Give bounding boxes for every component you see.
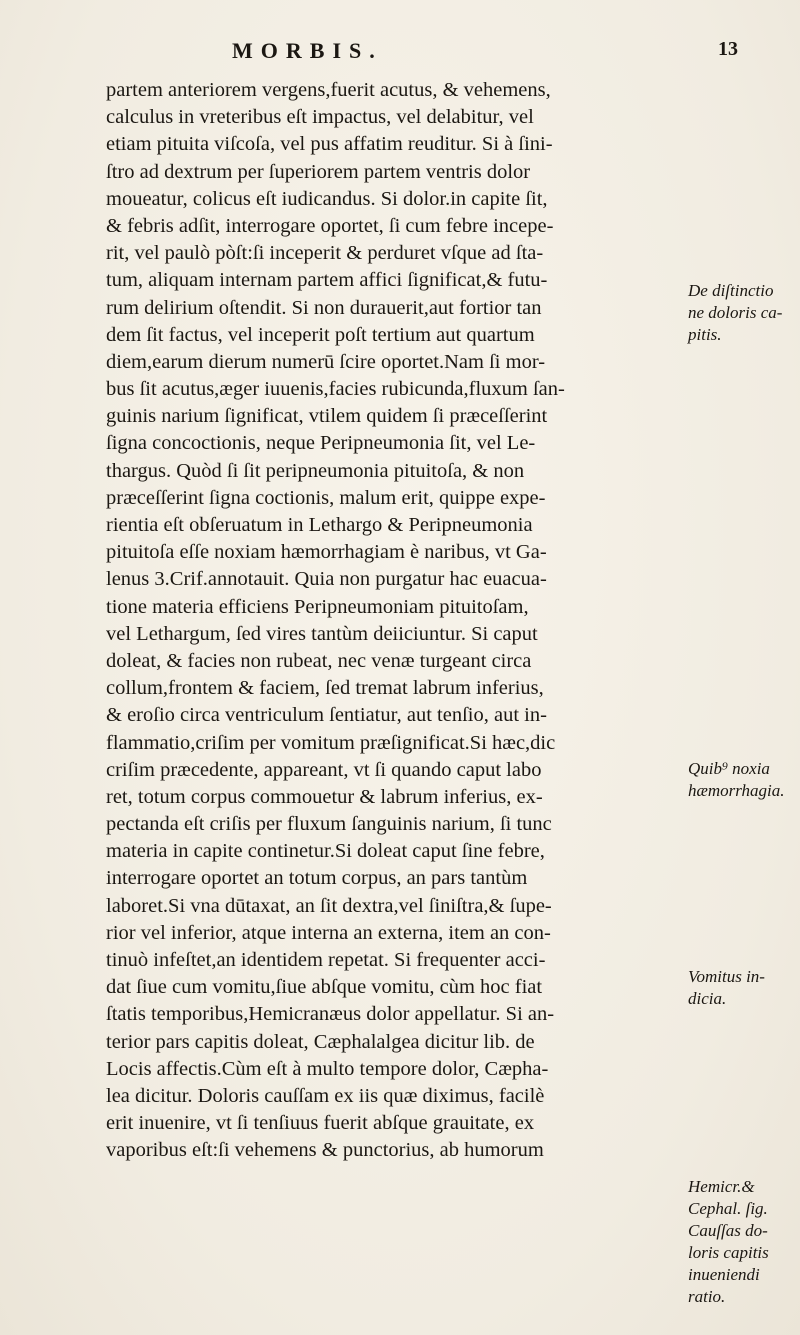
marginal-line: Vomitus in- [688, 967, 765, 986]
text-line: Locis affectis.Cùm eſt à multo tempore dolor, Cæpha- [106, 1057, 549, 1080]
text-line: tione materia efficiens Peripneumoniam pituitoſam, [106, 595, 529, 618]
text-line: & eroſio circa ventriculum ſentiatur, aut tenſio, aut in- [106, 704, 547, 727]
text-line: calculus in vreteribus eſt impactus, vel delabitur, vel [106, 106, 534, 129]
text-line: ſigna concoctionis, neque Peripneumonia ſit, vel Le- [106, 432, 536, 455]
text-line: erit inuenire, vt ſi tenſiuus fuerit abſque grauitate, ex [106, 1112, 535, 1135]
marginal-line: ratio. [688, 1287, 726, 1306]
marginal-line: De diſtinctio [688, 281, 774, 300]
marginal-note-hemicrania [688, 1176, 798, 1308]
text-line: dem ſit factus, vel inceperit poſt tertium aut quartum [106, 323, 535, 346]
text-line: lenus 3.Crif.annotauit. Quia non purgatur hac euacua- [106, 568, 547, 591]
text-line: rum delirium oſtendit. Si non durauerit,aut fortior tan [106, 296, 542, 319]
text-line: flammatio,criſim per vomitum præſignificat.Si hæc,dic [106, 731, 556, 754]
text-line: bus ſit acutus,æger iuuenis,facies rubicunda,fluxum ſan- [106, 378, 565, 401]
marginal-note-vomitus [688, 966, 798, 1010]
text-line: lea dicitur. Doloris cauſſam ex iis quæ diximus, facilè [106, 1084, 545, 1107]
page-number: 13 [718, 38, 738, 60]
text-line: tum, aliquam internam partem affici ſignificat,& futu- [106, 269, 548, 292]
marginal-line: Cauſſas do- [688, 1221, 768, 1240]
running-title: MORBIS. [232, 38, 383, 63]
text-line: rientia eſt obſeruatum in Lethargo & Peripneumonia [106, 514, 533, 536]
text-line: tinuò infeſtet,an identidem repetat. Si frequenter acci- [106, 949, 546, 971]
text-line: moueatur, colicus eſt iudicandus. Si dolor.in capite ſit, [106, 187, 548, 210]
marginal-note-distinctio [688, 280, 798, 346]
marginal-line: inueniendi [688, 1265, 760, 1284]
text-line: ſtatis temporibus,Hemicranæus dolor appellatur. Si an- [106, 1003, 555, 1026]
marginal-line: dicia. [688, 989, 727, 1008]
text-line: vel Lethargum, ſed vires tantùm deiiciuntur. Si caput [106, 622, 538, 645]
text-line: thargus. Quòd ſi ſit peripneumonia pituitoſa, & non [106, 459, 525, 482]
marginal-line: Hemicr.& [688, 1177, 755, 1196]
text-line: guinis narium ſignificat, vtilem quidem ſi præceſſerint [106, 405, 548, 428]
text-line: terior pars capitis doleat, Cæphalalgea dicitur lib. de [106, 1030, 535, 1053]
marginal-line: Quib⁹ noxia [688, 759, 770, 778]
text-line: vaporibus eſt:ſi vehemens & punctorius, ab humorum [106, 1139, 544, 1162]
marginal-line: Cephal. ſig. [688, 1199, 768, 1218]
text-line: pituitoſa eſſe noxiam hæmorrhagiam è naribus, vt Ga- [106, 541, 547, 564]
text-line: ſtro ad dextrum per ſuperiorem partem ventris dolor [106, 160, 531, 183]
text-line: dat ſiue cum vomitu,ſiue abſque vomitu, cùm hoc fiat [106, 976, 543, 999]
text-line: doleat, & facies non rubeat, nec venæ turgeant circa [106, 649, 532, 672]
text-line: materia in capite continetur.Si doleat caput ſine febre, [106, 840, 545, 863]
text-line: partem anteriorem vergens,fuerit acutus, & vehemens, [106, 79, 551, 101]
text-line: criſim præcedente, appareant, vt ſi quando caput labo [106, 758, 542, 781]
text-line: & febris adſit, interrogare oportet, ſi cum febre incepe- [106, 214, 554, 237]
marginal-line: hæmorrhagia. [688, 781, 785, 800]
text-line: rit, vel paulò pòſt:ſi inceperit & perduret vſque ad ſta- [106, 242, 544, 265]
text-line: ret, totum corpus commouetur & labrum inferius, ex- [106, 785, 543, 808]
marginal-note-haemorrhagia [688, 758, 798, 802]
marginal-line: pitis. [688, 325, 722, 344]
text-line: rior vel inferior, atque interna an externa, item an con- [106, 921, 551, 944]
text-line: interrogare oportet an totum corpus, an pars tantùm [106, 867, 528, 890]
text-line: diem,earum dierum numerū ſcire oportet.Nam ſi mor- [106, 350, 546, 373]
body-text [106, 77, 686, 1165]
marginal-line: ne doloris ca- [688, 303, 783, 322]
text-line: etiam pituita viſcoſa, vel pus affatim reuditur. Si à ſini- [106, 133, 553, 156]
text-line: præceſſerint ſigna coctionis, malum erit, quippe expe- [106, 486, 546, 509]
text-line: pectanda eſt criſis per fluxum ſanguinis narium, ſi tunc [106, 813, 552, 836]
text-line: laboret.Si vna dūtaxat, an ſit dextra,vel ſiniſtra,& ſupe- [106, 894, 552, 917]
running-head [0, 38, 800, 68]
text-line: collum,frontem & faciem, ſed tremat labrum inferius, [106, 677, 544, 700]
marginal-line: loris capitis [688, 1243, 769, 1262]
